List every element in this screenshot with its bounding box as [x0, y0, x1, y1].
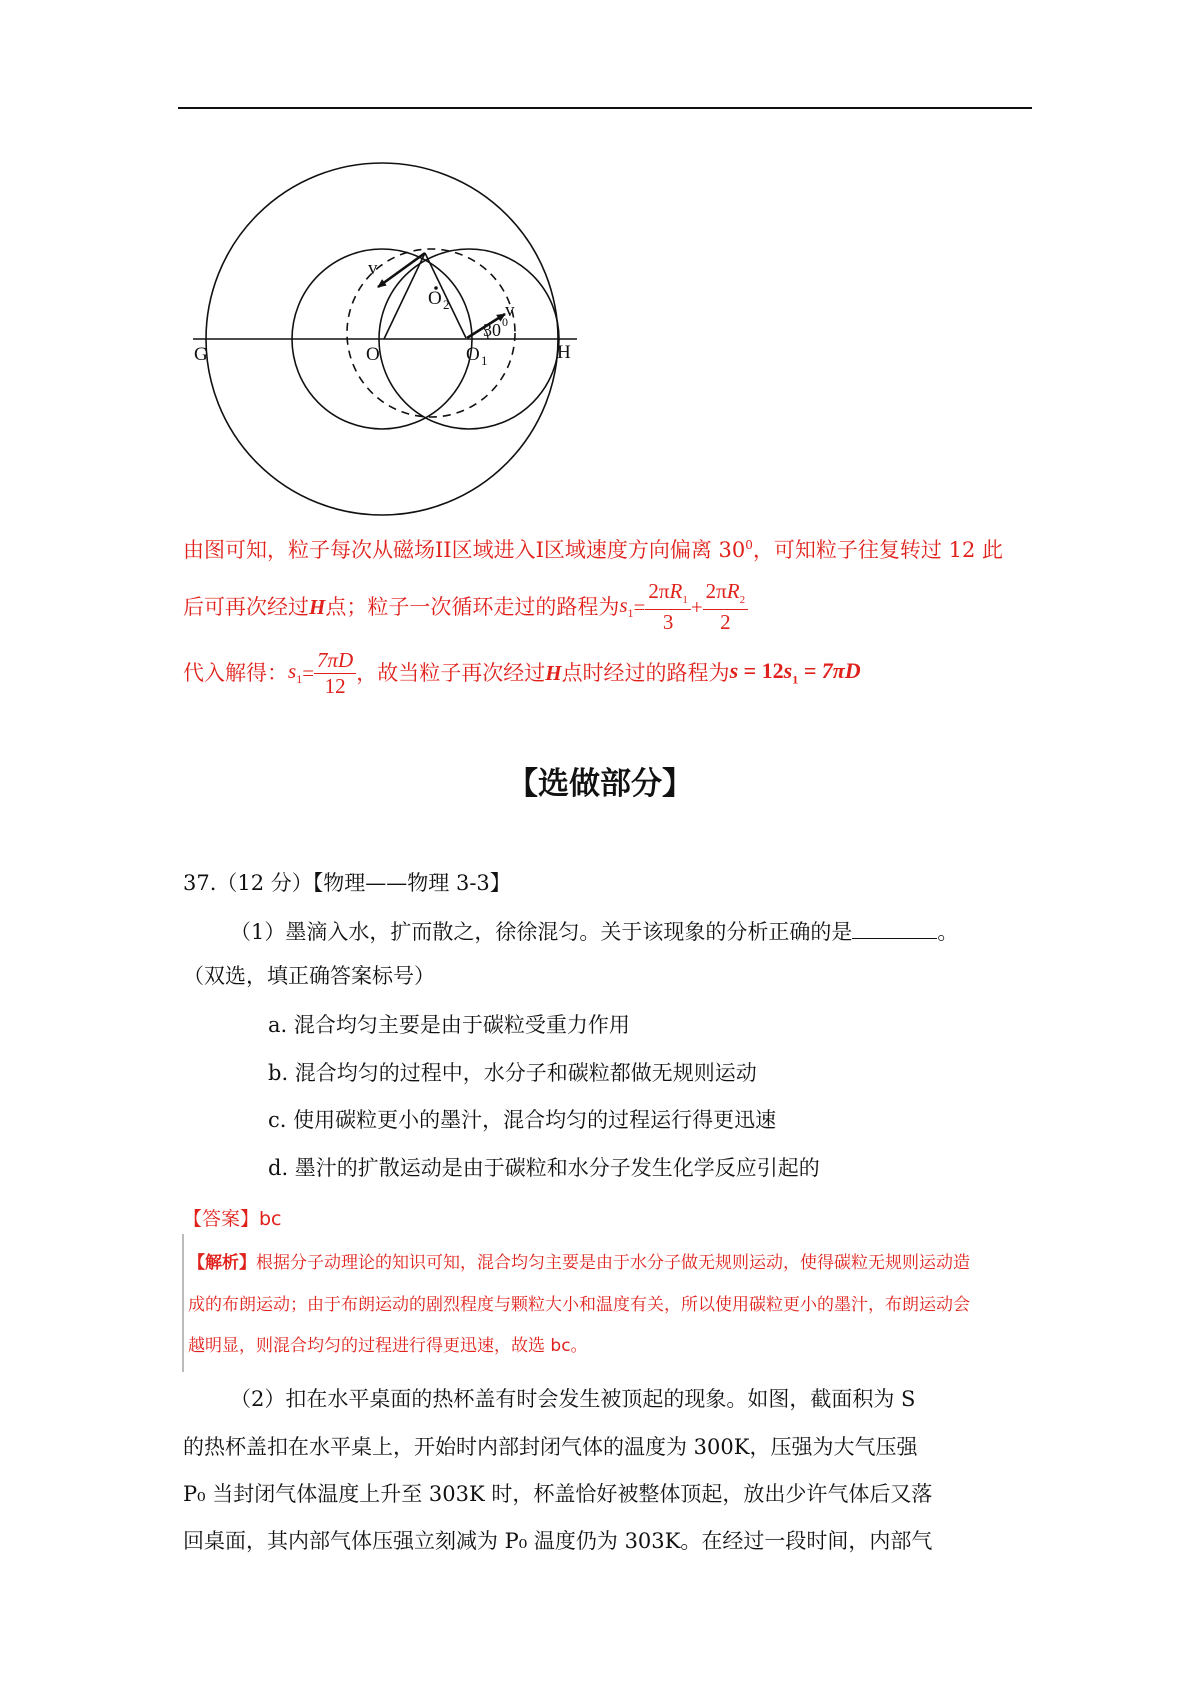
fraction: $\frac{2\pi R_1}{3}$: [645, 581, 690, 632]
label-v: v: [505, 300, 515, 321]
analysis-line-1: 【解析】根据分子动理论的知识可知，混合均匀主要是由于水分子做无规则运动，使得碳粒无规则运动造: [188, 1253, 970, 1273]
label-o: O: [366, 344, 380, 365]
label-v: v: [368, 258, 378, 279]
label-angle-sup: 0: [502, 315, 508, 329]
section-title: 【选做部分】: [507, 766, 693, 802]
option-c: c. 使用碳粒更小的墨汁，混合均匀的过程运行得更迅速: [268, 1108, 777, 1132]
question-note: （双选，填正确答案标号）: [183, 964, 435, 988]
question-part-2-line-3: P₀ 当封闭气体温度上升至 303K 时，杯盖恰好被整体顶起，放出少许气体后又落: [183, 1482, 933, 1506]
label-o1: O: [466, 344, 480, 365]
solution-line-1: 由图可知，粒子每次从磁场II区域进入I区域速度方向偏离 $30^0$，可知粒子往复转过 12 此: [183, 538, 1003, 562]
question-part-1: （1）墨滴入水，扩而散之，徐徐混匀。关于该现象的分析正确的是 。: [230, 920, 959, 944]
label-o2: O: [428, 288, 442, 309]
velocity-arrow: [378, 253, 425, 287]
label-o2-sub: 2: [443, 297, 450, 312]
analysis-line-3: 越明显，则混合均匀的过程进行得更迅速，故选 bc。: [188, 1336, 588, 1356]
option-b: b. 混合均匀的过程中，水分子和碳粒都做无规则运动: [268, 1061, 757, 1085]
label-h: H: [557, 342, 571, 363]
question-part-2-line-4: 回桌面，其内部气体压强立刻减为 P₀ 温度仍为 303K。在经过一段时间，内部气: [183, 1529, 933, 1553]
fraction: $\frac{7\pi D}{12}$: [314, 650, 356, 697]
label-o1-sub: 1: [481, 353, 488, 368]
solution-line-2: 后可再次经过 H 点；粒子一次循环走过的路程为 $s_1$ = $\frac{2\pi R_1}{3}$ + $\frac{2\pi R_2}{2}$: [183, 574, 748, 640]
analysis-line-2: 成的布朗运动；由于布朗运动的剧烈程度与颗粒大小和温度有关，所以使用碳粒更小的墨汁，布朗运动会: [188, 1295, 970, 1315]
answer-line: 【答案】bc: [183, 1208, 282, 1230]
circles-diagram: [180, 130, 600, 530]
top-rule: [178, 107, 1032, 109]
question-part-2-line-2: 的热杯盖扣在水平桌上，开始时内部封闭气体的温度为 300K，压强为大气压强: [183, 1435, 918, 1459]
option-a: a. 混合均匀主要是由于碳粒受重力作用: [268, 1013, 630, 1037]
solution-line-3: 代入解得： $s_1$ = $\frac{7\pi D}{12}$ ，故当粒子再次经过 H 点时经过的路程为 $s = 12s_1 = 7\pi D$: [183, 647, 861, 698]
answer-blank: [852, 920, 937, 939]
label-angle: 30: [483, 320, 501, 340]
question-header: 37.（12 分）【物理——物理 3-3】: [183, 871, 511, 895]
question-part-2-line-1: （2）扣在水平桌面的热杯盖有时会发生被顶起的现象。如图，截面积为 S: [230, 1387, 916, 1411]
option-d: d. 墨汁的扩散运动是由于碳粒和水分子发生化学反应引起的: [268, 1156, 820, 1180]
fraction: $\frac{2\pi R_2}{2}$: [703, 581, 748, 632]
label-g: G: [194, 344, 208, 365]
